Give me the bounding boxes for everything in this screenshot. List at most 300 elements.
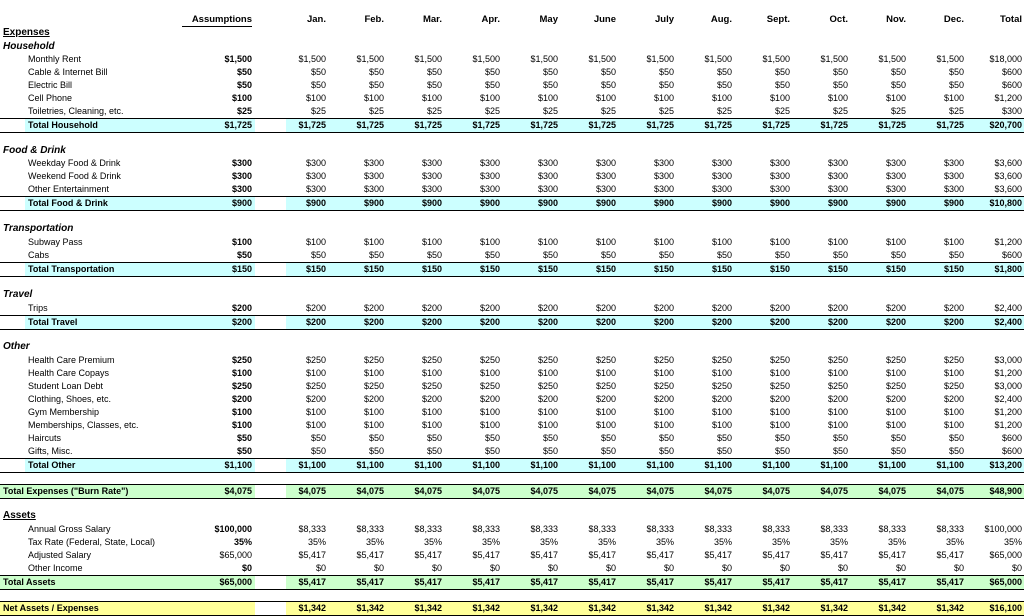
column-gap (0, 197, 25, 210)
row-label: Cabs (28, 250, 50, 260)
total-cell: $100,000 (984, 524, 1022, 534)
table-row (0, 445, 1024, 458)
month-cell: $1,100 (530, 460, 558, 470)
assumption-cell: $150 (231, 264, 252, 274)
month-cell: $200 (421, 394, 442, 404)
month-cell: $300 (885, 158, 906, 168)
month-cell: $900 (769, 198, 790, 208)
month-cell: $25 (658, 106, 674, 116)
month-cell: $100 (421, 368, 442, 378)
month-cell: $100 (943, 93, 964, 103)
month-cell: $250 (943, 355, 964, 365)
month-cell: $50 (774, 433, 790, 443)
month-cell: $4,075 (588, 486, 616, 496)
month-cell: $150 (479, 264, 500, 274)
month-cell: $1,342 (936, 603, 964, 613)
month-cell: $1,725 (762, 120, 790, 130)
month-cell: $250 (885, 381, 906, 391)
month-cell: $150 (363, 264, 384, 274)
month-cell: $25 (832, 106, 848, 116)
month-cell: $50 (832, 446, 848, 456)
month-cell: $200 (653, 303, 674, 313)
month-cell: $150 (653, 264, 674, 274)
month-cell: $300 (479, 158, 500, 168)
section-total-row (0, 262, 1024, 277)
month-cell: $250 (305, 355, 326, 365)
month-cell: $250 (479, 381, 500, 391)
table-row (0, 302, 1024, 315)
month-cell: $50 (426, 250, 442, 260)
month-cell: $1,500 (936, 54, 964, 64)
total-assets-row (0, 575, 1024, 590)
month-cell: $100 (711, 93, 732, 103)
month-cell: $200 (885, 394, 906, 404)
section-total-row (0, 458, 1024, 473)
month-cell: $900 (537, 198, 558, 208)
month-cell: $100 (711, 237, 732, 247)
month-cell: $100 (885, 407, 906, 417)
month-cell: $50 (368, 80, 384, 90)
assumption-cell: $50 (236, 250, 252, 260)
header-month: June (593, 14, 616, 25)
net-row (0, 601, 1024, 616)
month-cell: $50 (774, 446, 790, 456)
assumption-cell: $100,000 (214, 524, 252, 534)
month-cell: $5,417 (820, 577, 848, 587)
month-cell: $200 (537, 394, 558, 404)
month-cell: $0 (431, 563, 442, 573)
month-cell: $300 (537, 158, 558, 168)
month-cell: $200 (827, 317, 848, 327)
month-cell: $25 (890, 106, 906, 116)
month-cell: 35% (829, 537, 848, 547)
month-cell: $200 (711, 317, 732, 327)
month-cell: $200 (943, 394, 964, 404)
row-label: Total Assets (3, 577, 56, 587)
month-cell: $1,725 (936, 120, 964, 130)
month-cell: $300 (363, 158, 384, 168)
month-cell: $50 (310, 433, 326, 443)
month-cell: $900 (305, 198, 326, 208)
month-cell: $150 (885, 264, 906, 274)
month-cell: $0 (547, 563, 558, 573)
month-cell: $50 (542, 67, 558, 77)
month-cell: $5,417 (530, 550, 558, 560)
month-cell: $1,725 (646, 120, 674, 130)
month-cell: $100 (827, 420, 848, 430)
assets-title: Assets (3, 510, 36, 521)
month-cell: $1,725 (472, 120, 500, 130)
month-cell: 35% (655, 537, 674, 547)
month-cell: $50 (426, 433, 442, 443)
month-cell: $200 (479, 317, 500, 327)
month-cell: $100 (537, 368, 558, 378)
month-cell: $200 (653, 394, 674, 404)
month-cell: $300 (479, 171, 500, 181)
column-gap (0, 119, 25, 132)
month-cell: $300 (827, 184, 848, 194)
month-cell: $8,333 (646, 524, 674, 534)
month-cell: $100 (769, 420, 790, 430)
month-cell: $250 (711, 355, 732, 365)
month-cell: $250 (711, 381, 732, 391)
month-cell: $50 (542, 250, 558, 260)
month-cell: $1,500 (704, 54, 732, 64)
month-cell: $50 (658, 80, 674, 90)
assumption-cell: $50 (236, 80, 252, 90)
month-cell: $8,333 (820, 524, 848, 534)
month-cell: $200 (769, 317, 790, 327)
month-cell: 35% (481, 537, 500, 547)
month-cell: $250 (421, 355, 442, 365)
month-cell: $200 (595, 394, 616, 404)
row-label: Total Food & Drink (28, 198, 108, 208)
month-cell: $5,417 (646, 577, 674, 587)
month-cell: $0 (779, 563, 790, 573)
header-month: May (539, 14, 558, 25)
month-cell: $250 (305, 381, 326, 391)
total-cell: $3,000 (994, 381, 1022, 391)
month-cell: $50 (368, 67, 384, 77)
month-cell: $5,417 (472, 550, 500, 560)
month-cell: $1,342 (588, 603, 616, 613)
row-label: Haircuts (28, 433, 62, 443)
header-total: Total (1000, 14, 1022, 25)
assumption-cell: $250 (231, 381, 252, 391)
month-cell: $150 (305, 264, 326, 274)
month-cell: 35% (771, 537, 790, 547)
month-cell: $100 (653, 420, 674, 430)
row-label: Cable & Internet Bill (28, 67, 108, 77)
row-label: Memberships, Classes, etc. (28, 420, 139, 430)
month-cell: $25 (368, 106, 384, 116)
month-cell: $100 (595, 407, 616, 417)
month-cell: $8,333 (762, 524, 790, 534)
month-cell: $100 (827, 93, 848, 103)
month-cell: $100 (653, 93, 674, 103)
month-cell: $5,417 (356, 577, 384, 587)
header-month: Mar. (422, 14, 442, 25)
column-gap (0, 263, 25, 276)
month-cell: $4,075 (646, 486, 674, 496)
month-cell: $100 (363, 368, 384, 378)
month-cell: $100 (363, 420, 384, 430)
month-cell: $5,417 (762, 550, 790, 560)
total-cell: $600 (1001, 67, 1022, 77)
assumption-cell: $100 (231, 420, 252, 430)
month-cell: $50 (310, 446, 326, 456)
month-cell: $50 (716, 250, 732, 260)
month-cell: $50 (600, 67, 616, 77)
total-cell: $600 (1001, 250, 1022, 260)
month-cell: $300 (595, 158, 616, 168)
month-cell: $100 (537, 93, 558, 103)
month-cell: 35% (597, 537, 616, 547)
month-cell: $1,100 (936, 460, 964, 470)
month-cell: $0 (605, 563, 616, 573)
month-cell: $150 (421, 264, 442, 274)
month-cell: $1,342 (878, 603, 906, 613)
row-label: Net Assets / Expenses (3, 603, 99, 613)
month-cell: $50 (716, 433, 732, 443)
header-month: Oct. (829, 14, 848, 25)
month-cell: $900 (827, 198, 848, 208)
month-cell: $50 (484, 446, 500, 456)
month-cell: $5,417 (588, 550, 616, 560)
month-cell: $50 (716, 67, 732, 77)
asset-row (0, 536, 1024, 549)
month-cell: $50 (948, 67, 964, 77)
month-cell: $100 (827, 407, 848, 417)
row-label: Total Household (28, 120, 98, 130)
month-cell: $100 (537, 420, 558, 430)
month-cell: $5,417 (472, 577, 500, 587)
month-cell: $900 (479, 198, 500, 208)
month-cell: $5,417 (414, 577, 442, 587)
month-cell: $1,500 (646, 54, 674, 64)
month-cell: $4,075 (878, 486, 906, 496)
month-cell: $50 (890, 67, 906, 77)
month-cell: $100 (595, 237, 616, 247)
header-month: Jan. (306, 14, 326, 25)
month-cell: $5,417 (878, 550, 906, 560)
row-label: Toiletries, Cleaning, etc. (28, 106, 124, 116)
month-cell: $1,725 (298, 120, 326, 130)
month-cell: $200 (595, 303, 616, 313)
month-cell: $8,333 (356, 524, 384, 534)
header-month: Dec. (943, 14, 964, 25)
month-cell: $900 (595, 198, 616, 208)
month-cell: $200 (363, 317, 384, 327)
month-cell: $250 (653, 355, 674, 365)
table-row (0, 432, 1024, 445)
month-cell: $200 (537, 317, 558, 327)
month-cell: $5,417 (298, 550, 326, 560)
month-cell: $150 (711, 264, 732, 274)
table-row (0, 79, 1024, 92)
section-title: Food & Drink (3, 145, 66, 156)
header-month: Apr. (481, 14, 500, 25)
month-cell: $1,100 (704, 460, 732, 470)
month-cell: $1,500 (762, 54, 790, 64)
month-cell: $100 (479, 237, 500, 247)
month-cell: $300 (827, 171, 848, 181)
month-cell: $100 (943, 368, 964, 378)
month-cell: $4,075 (820, 486, 848, 496)
total-cell: $2,400 (994, 317, 1022, 327)
assumption-cell: $900 (231, 198, 252, 208)
month-cell: $200 (421, 303, 442, 313)
month-cell: $300 (595, 171, 616, 181)
month-cell: $50 (948, 80, 964, 90)
month-cell: 35% (365, 537, 384, 547)
month-cell: $4,075 (936, 486, 964, 496)
month-cell: $50 (600, 433, 616, 443)
month-cell: $1,342 (472, 603, 500, 613)
month-cell: $100 (943, 420, 964, 430)
row-label: Weekend Food & Drink (28, 171, 121, 181)
month-cell: $5,417 (820, 550, 848, 560)
row-label: Clothing, Shoes, etc. (28, 394, 112, 404)
assumption-cell: $25 (236, 106, 252, 116)
month-cell: $300 (827, 158, 848, 168)
header-month: Feb. (364, 14, 384, 25)
table-row (0, 419, 1024, 432)
total-cell: $2,400 (994, 303, 1022, 313)
month-cell: $100 (305, 420, 326, 430)
month-cell: $300 (653, 184, 674, 194)
month-cell: $5,417 (530, 577, 558, 587)
month-cell: $50 (832, 433, 848, 443)
month-cell: $8,333 (878, 524, 906, 534)
assumption-cell: $200 (231, 303, 252, 313)
month-cell: $900 (653, 198, 674, 208)
row-label: Weekday Food & Drink (28, 158, 121, 168)
month-cell: $200 (827, 394, 848, 404)
total-cell: $600 (1001, 446, 1022, 456)
month-cell: $200 (537, 303, 558, 313)
month-cell: $50 (600, 250, 616, 260)
header-assumptions: Assumptions (182, 14, 252, 27)
table-row (0, 170, 1024, 183)
assumption-cell: $100 (231, 368, 252, 378)
month-cell: $300 (537, 171, 558, 181)
month-cell: $300 (421, 171, 442, 181)
total-cell: $65,000 (989, 577, 1022, 587)
assumption-cell: $100 (231, 93, 252, 103)
month-cell: $200 (885, 317, 906, 327)
row-label: Trips (28, 303, 48, 313)
month-cell: $100 (363, 407, 384, 417)
month-cell: $100 (363, 237, 384, 247)
total-cell: $1,200 (994, 420, 1022, 430)
month-cell: $50 (542, 80, 558, 90)
total-cell: 35% (1003, 537, 1022, 547)
month-cell: $50 (484, 433, 500, 443)
month-cell: $25 (774, 106, 790, 116)
table-row (0, 157, 1024, 170)
column-gap (0, 459, 25, 472)
assumption-cell: $300 (231, 158, 252, 168)
month-cell: $50 (600, 80, 616, 90)
month-cell: $1,342 (298, 603, 326, 613)
month-cell: $4,075 (704, 486, 732, 496)
month-cell: $50 (426, 446, 442, 456)
month-cell: $200 (305, 303, 326, 313)
month-cell: $50 (484, 250, 500, 260)
month-cell: $250 (769, 355, 790, 365)
month-cell: $100 (827, 368, 848, 378)
month-cell: $0 (837, 563, 848, 573)
month-cell: $900 (885, 198, 906, 208)
month-cell: $150 (943, 264, 964, 274)
month-cell: $0 (489, 563, 500, 573)
month-cell: $250 (769, 381, 790, 391)
month-cell: $200 (885, 303, 906, 313)
month-cell: $8,333 (588, 524, 616, 534)
month-cell: $50 (658, 446, 674, 456)
month-cell: $50 (832, 250, 848, 260)
asset-row (0, 549, 1024, 562)
month-cell: $1,100 (356, 460, 384, 470)
total-cell: $65,000 (989, 550, 1022, 560)
month-cell: $200 (363, 303, 384, 313)
month-cell: $1,500 (588, 54, 616, 64)
month-cell: $5,417 (704, 577, 732, 587)
table-row (0, 393, 1024, 406)
total-cell: $1,200 (994, 93, 1022, 103)
table-row (0, 406, 1024, 419)
month-cell: $50 (774, 250, 790, 260)
month-cell: $50 (310, 250, 326, 260)
section-title: Other (3, 341, 30, 352)
row-label: Total Expenses ("Burn Rate") (3, 486, 129, 496)
month-cell: $1,725 (530, 120, 558, 130)
month-cell: $300 (305, 158, 326, 168)
month-cell: $50 (890, 80, 906, 90)
month-cell: $100 (479, 420, 500, 430)
month-cell: $50 (310, 80, 326, 90)
month-cell: $300 (711, 184, 732, 194)
assumption-cell: $1,500 (224, 54, 252, 64)
month-cell: $100 (711, 407, 732, 417)
month-cell: $100 (595, 368, 616, 378)
row-label: Electric Bill (28, 80, 73, 90)
month-cell: $1,100 (878, 460, 906, 470)
month-cell: $300 (769, 184, 790, 194)
month-cell: $50 (890, 250, 906, 260)
month-cell: $300 (421, 158, 442, 168)
month-cell: $1,725 (414, 120, 442, 130)
assumption-cell: $100 (231, 237, 252, 247)
total-cell: $600 (1001, 80, 1022, 90)
section-title: Household (3, 41, 55, 52)
month-cell: $8,333 (936, 524, 964, 534)
table-row (0, 183, 1024, 196)
month-cell: $1,100 (298, 460, 326, 470)
header-month: Sept. (766, 14, 790, 25)
total-cell: $3,000 (994, 355, 1022, 365)
total-cell: $3,600 (994, 171, 1022, 181)
month-cell: $50 (948, 433, 964, 443)
month-cell: $5,417 (878, 577, 906, 587)
row-label: Adjusted Salary (28, 550, 92, 560)
month-cell: $250 (885, 355, 906, 365)
month-cell: $200 (421, 317, 442, 327)
month-cell: $100 (479, 93, 500, 103)
month-cell: 35% (945, 537, 964, 547)
table-row (0, 53, 1024, 66)
month-cell: $300 (711, 158, 732, 168)
month-cell: $0 (315, 563, 326, 573)
assumption-cell: $50 (236, 446, 252, 456)
section-title: Transportation (3, 223, 74, 234)
assumption-cell: $1,100 (224, 460, 252, 470)
month-cell: $50 (658, 67, 674, 77)
month-cell: $1,500 (356, 54, 384, 64)
month-cell: $1,100 (820, 460, 848, 470)
month-cell: $0 (721, 563, 732, 573)
month-cell: $50 (716, 446, 732, 456)
month-cell: $50 (484, 67, 500, 77)
month-cell: $900 (943, 198, 964, 208)
month-cell: $100 (943, 237, 964, 247)
month-cell: $300 (943, 171, 964, 181)
row-label: Tax Rate (Federal, State, Local) (28, 537, 156, 547)
month-cell: $100 (711, 420, 732, 430)
month-cell: $1,100 (414, 460, 442, 470)
row-label: Monthly Rent (28, 54, 82, 64)
